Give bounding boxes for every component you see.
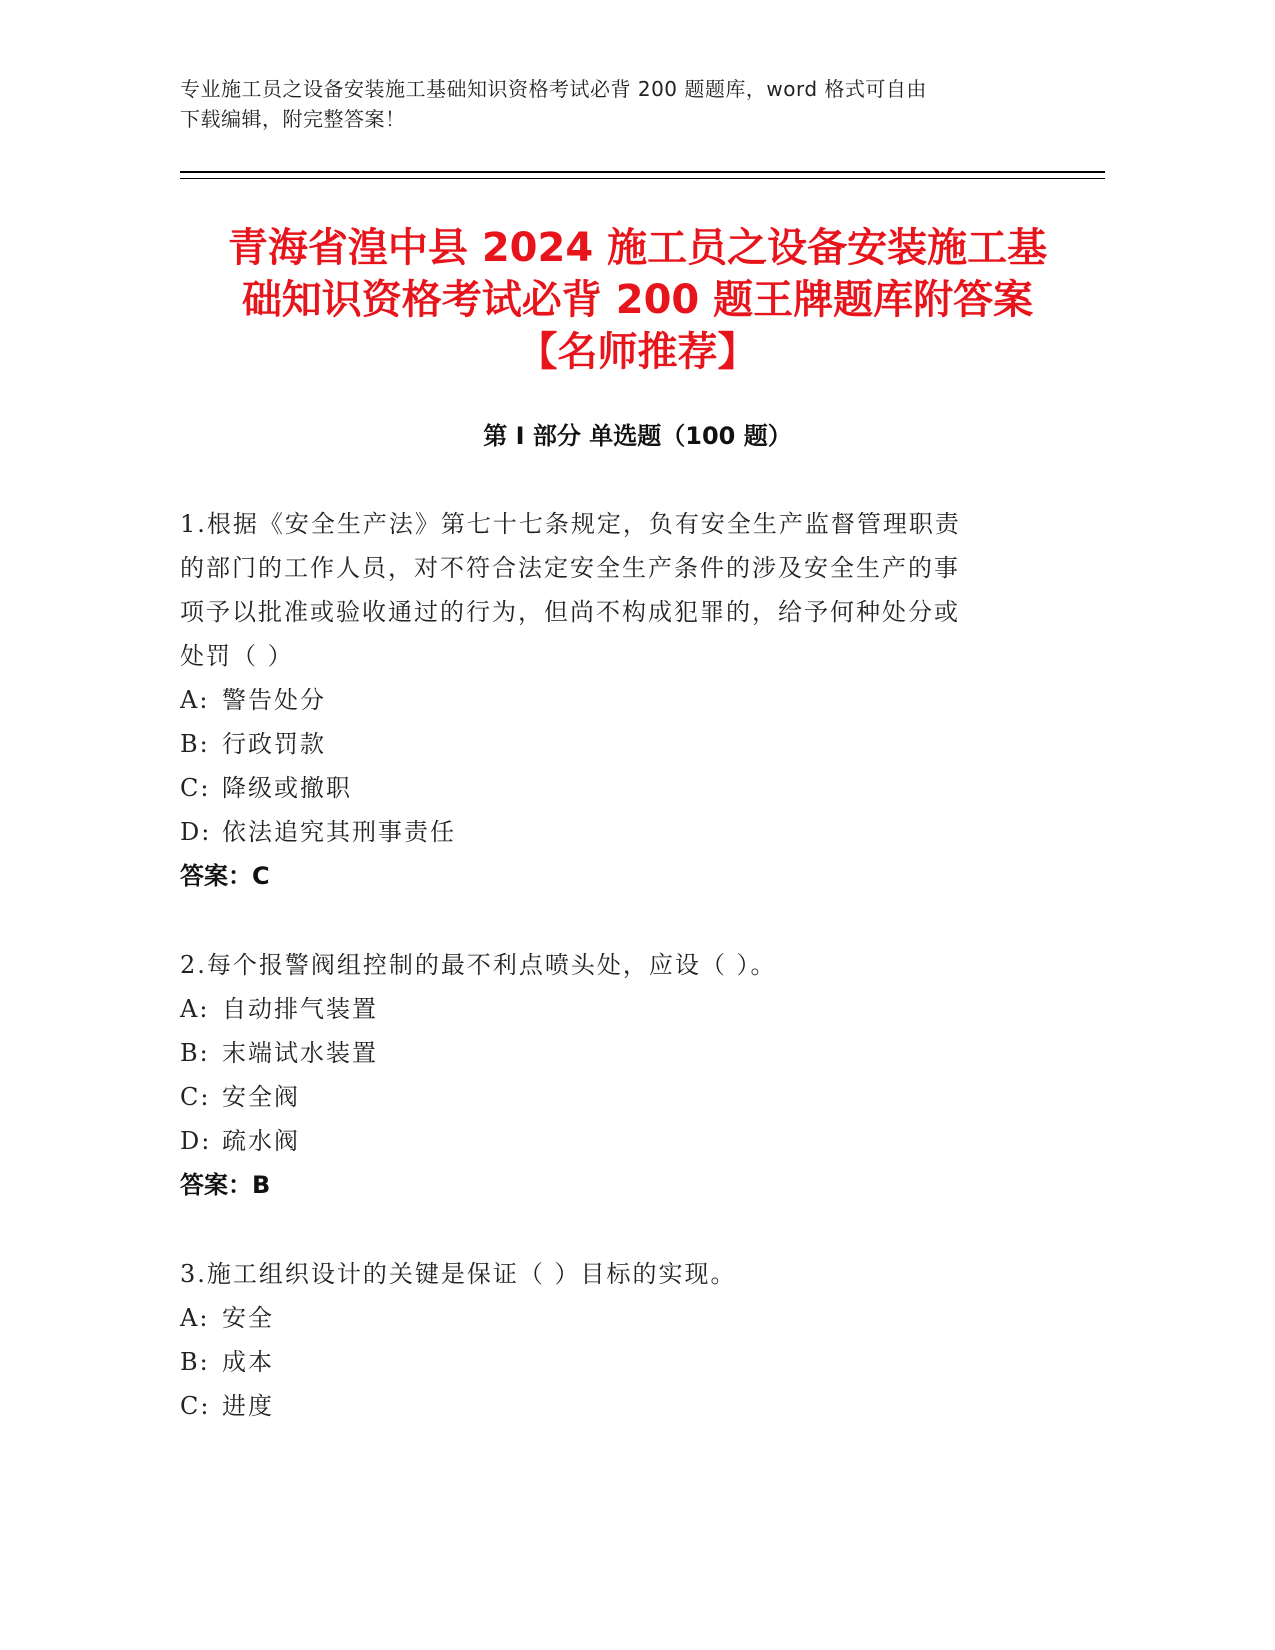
- option-c: [180, 1384, 1020, 1428]
- header-note-line-2: 下载编辑，附完整答案！: [180, 107, 406, 131]
- document-title-line-1: 青海省湟中县 2024 施工员之设备安装施工基: [227, 225, 1048, 271]
- option-a: [180, 678, 1020, 722]
- question-stem-line: 处罚（ ）: [180, 642, 294, 670]
- option-key: D:: [180, 818, 212, 846]
- question-1: [180, 502, 1020, 898]
- question-2: [180, 943, 1020, 1207]
- answer: 答案：B: [180, 1171, 271, 1199]
- header-note: [180, 74, 1040, 134]
- section-heading: 第 I 部分 单选题（100 题）: [483, 422, 792, 450]
- option-key: B:: [180, 1348, 210, 1376]
- option-key: B:: [180, 730, 210, 758]
- question-list: [180, 502, 1020, 1473]
- option-text: 成本: [222, 1348, 274, 1376]
- option-text: 进度: [222, 1392, 274, 1420]
- header-note-line-1: 专业施工员之设备安装施工基础知识资格考试必背 200 题题库，word 格式可自由: [180, 77, 927, 101]
- document-title-line-3: 【名师推荐】: [517, 329, 758, 375]
- option-d: [180, 810, 1020, 854]
- option-key: C:: [180, 1392, 211, 1420]
- option-d: [180, 1119, 1020, 1163]
- header-rule-thin: [180, 178, 1105, 179]
- option-key: C:: [180, 774, 211, 802]
- option-key: A:: [180, 686, 210, 714]
- option-key: A:: [180, 995, 210, 1023]
- question-stem: [180, 1252, 1020, 1296]
- option-key: A:: [180, 1304, 210, 1332]
- option-text: 末端试水装置: [222, 1039, 378, 1067]
- option-c: [180, 1075, 1020, 1119]
- option-c: [180, 766, 1020, 810]
- question-stem-line: 项予以批准或验收通过的行为，但尚不构成犯罪的，给予何种处分或: [180, 598, 960, 626]
- question-stem: [180, 943, 1020, 987]
- option-text: 安全: [222, 1304, 274, 1332]
- question-stem-line: 2.每个报警阀组控制的最不利点喷头处，应设（ ）。: [180, 951, 777, 979]
- question-stem-line: 1.根据《安全生产法》第七十七条规定，负有安全生产监督管理职责: [180, 510, 961, 538]
- header-rule-thick: [180, 171, 1105, 173]
- option-b: [180, 722, 1020, 766]
- option-key: D:: [180, 1127, 212, 1155]
- question-stem: [180, 502, 1020, 678]
- option-text: 自动排气装置: [222, 995, 378, 1023]
- question-stem-line: 的部门的工作人员，对不符合法定安全生产条件的涉及安全生产的事: [180, 554, 960, 582]
- answer: 答案：C: [180, 862, 270, 890]
- option-text: 疏水阀: [222, 1127, 300, 1155]
- option-a: [180, 987, 1020, 1031]
- option-text: 警告处分: [222, 686, 326, 714]
- document-title-line-2: 础知识资格考试必背 200 题王牌题库附答案: [241, 277, 1034, 323]
- option-text: 行政罚款: [222, 730, 326, 758]
- option-key: C:: [180, 1083, 211, 1111]
- option-text: 安全阀: [222, 1083, 300, 1111]
- option-b: [180, 1031, 1020, 1075]
- option-text: 降级或撤职: [222, 774, 352, 802]
- document-title: [150, 222, 1125, 378]
- option-key: B:: [180, 1039, 210, 1067]
- question-3: [180, 1252, 1020, 1428]
- question-stem-line: 3.施工组织设计的关键是保证（ ）目标的实现。: [180, 1260, 737, 1288]
- option-b: [180, 1340, 1020, 1384]
- option-text: 依法追究其刑事责任: [222, 818, 456, 846]
- option-a: [180, 1296, 1020, 1340]
